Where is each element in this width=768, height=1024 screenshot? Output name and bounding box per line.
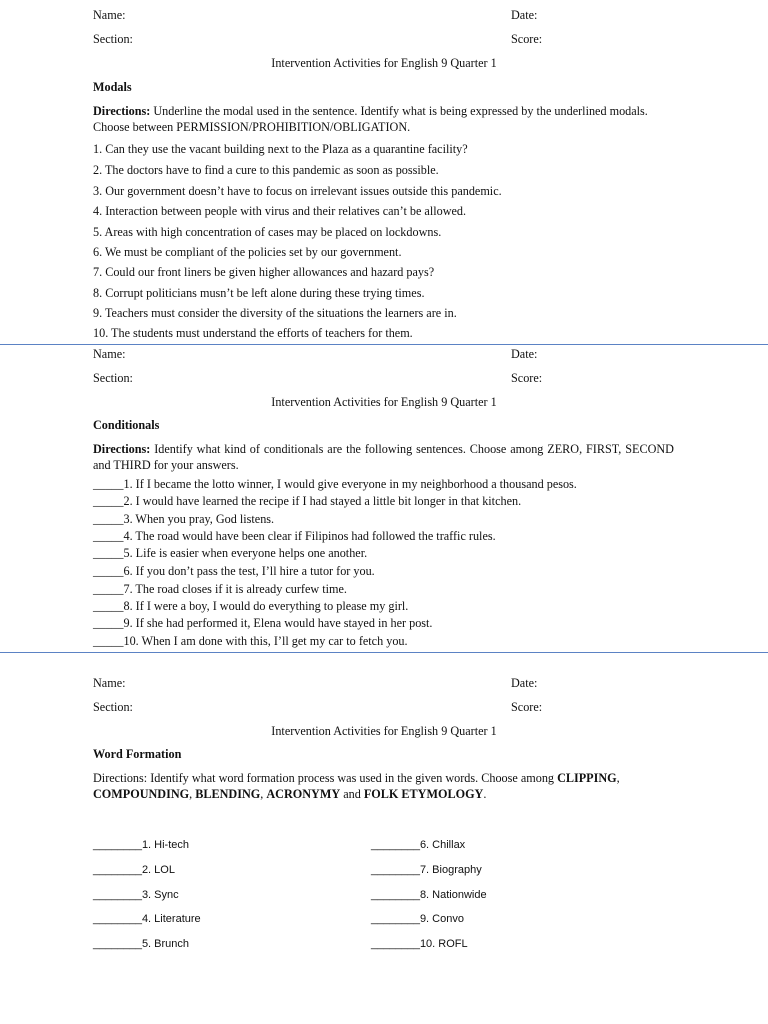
modal-item: 7. Could our front liners be given higher allowances and hazard pays? (93, 265, 435, 279)
date-label: Date: (511, 347, 538, 361)
option-acronymy: ACRONYMY (266, 787, 341, 801)
directions-conditionals (93, 441, 674, 473)
section-heading-modals: Modals (93, 80, 132, 94)
word-item: ________4. Literature (93, 913, 201, 925)
word-item: ________1. Hi-tech (93, 839, 190, 851)
score-label: Score: (511, 32, 543, 46)
score-label: Score: (511, 700, 543, 714)
section-divider (0, 652, 768, 653)
modal-item: 1. Can they use the vacant building next to the Plaza as a quarantine facility? (93, 142, 468, 156)
directions-label: Directions: (93, 442, 151, 456)
section-label: Section: (93, 700, 133, 714)
word-item: ________10. ROFL (371, 938, 468, 950)
score-label: Score: (511, 371, 543, 385)
modal-item: 4. Interaction between people with virus and their relatives can’t be allowed. (93, 204, 467, 218)
directions-label: Directions: (93, 104, 151, 118)
conditional-item: _____10. When I am done with this, I’ll get my car to fetch you. (93, 634, 408, 648)
conditional-item: _____9. If she had performed it, Elena would have stayed in her post. (93, 616, 433, 630)
modal-item: 5. Areas with high concentration of cases may be placed on lockdowns. (93, 225, 442, 239)
worksheet-title: Intervention Activities for English 9 Quarter 1 (271, 724, 497, 738)
section-label: Section: (93, 371, 133, 385)
word-item: ________8. Nationwide (371, 889, 487, 901)
conditional-item: _____5. Life is easier when everyone helps one another. (93, 546, 368, 560)
conditional-item: _____7. The road closes if it is already curfew time. (93, 582, 347, 596)
word-item: ________6. Chillax (371, 839, 466, 851)
directions-modals (93, 103, 674, 135)
word-item: ________2. LOL (93, 864, 175, 876)
modal-item: 10. The students must understand the efforts of teachers for them. (93, 326, 413, 340)
name-label: Name: (93, 8, 126, 22)
option-clipping: CLIPPING (557, 771, 617, 785)
worksheet-title: Intervention Activities for English 9 Quarter 1 (271, 56, 497, 70)
directions-text: Identify what kind of conditionals are the following sentences. Choose among ZERO, FIRST, SECOND and THIRD for your answers. (93, 442, 674, 472)
separator: and (340, 787, 364, 801)
word-item: ________7. Biography (371, 864, 482, 876)
directions-word-formation (93, 770, 674, 802)
name-label: Name: (93, 347, 126, 361)
worksheet-title: Intervention Activities for English 9 Quarter 1 (271, 395, 497, 409)
separator: . (483, 787, 487, 801)
section-label: Section: (93, 32, 133, 46)
conditional-item: _____2. I would have learned the recipe if I had stayed a little bit longer in that kitchen. (93, 494, 522, 508)
modal-item: 2. The doctors have to find a cure to this pandemic as soon as possible. (93, 163, 439, 177)
modal-item: 9. Teachers must consider the diversity of the situations the learners are in. (93, 306, 457, 320)
separator: , (260, 787, 267, 801)
option-blending: BLENDING (195, 787, 261, 801)
modal-item: 8. Corrupt politicians musn’t be left alone during these trying times. (93, 286, 425, 300)
option-compounding: COMPOUNDING (93, 787, 190, 801)
section-divider (0, 344, 768, 345)
name-label: Name: (93, 676, 126, 690)
word-item: ________5. Brunch (93, 938, 190, 950)
date-label: Date: (511, 8, 538, 22)
conditional-item: _____6. If you don’t pass the test, I’ll hire a tutor for you. (93, 564, 375, 578)
word-item: ________9. Convo (371, 913, 464, 925)
conditional-item: _____4. The road would have been clear if Filipinos had followed the traffic rules. (93, 529, 496, 543)
conditional-item: _____3. When you pray, God listens. (93, 512, 275, 526)
word-item: ________3. Sync (93, 889, 179, 901)
modal-item: 3. Our government doesn’t have to focus on irrelevant issues outside this pandemic. (93, 184, 502, 198)
conditional-item: _____8. If I were a boy, I would do everything to please my girl. (93, 599, 409, 613)
directions-text: Directions: Identify what word formation process was used in the given words. Choose among (93, 771, 558, 785)
section-heading-word-formation: Word Formation (93, 747, 182, 761)
section-heading-conditionals: Conditionals (93, 418, 160, 432)
separator: , (189, 787, 196, 801)
conditional-item: _____1. If I became the lotto winner, I would give everyone in my neighborhood a thousand pesos. (93, 477, 577, 491)
separator: , (616, 771, 620, 785)
directions-text: Underline the modal used in the sentence. Identify what is being expressed by the underlined modals. Choose between PERMISSION/PROHIBITION/OBLIGATION. (93, 104, 648, 134)
modal-item: 6. We must be compliant of the policies set by our government. (93, 245, 402, 259)
option-folk-etymology: FOLK ETYMOLOGY (363, 787, 484, 801)
date-label: Date: (511, 676, 538, 690)
